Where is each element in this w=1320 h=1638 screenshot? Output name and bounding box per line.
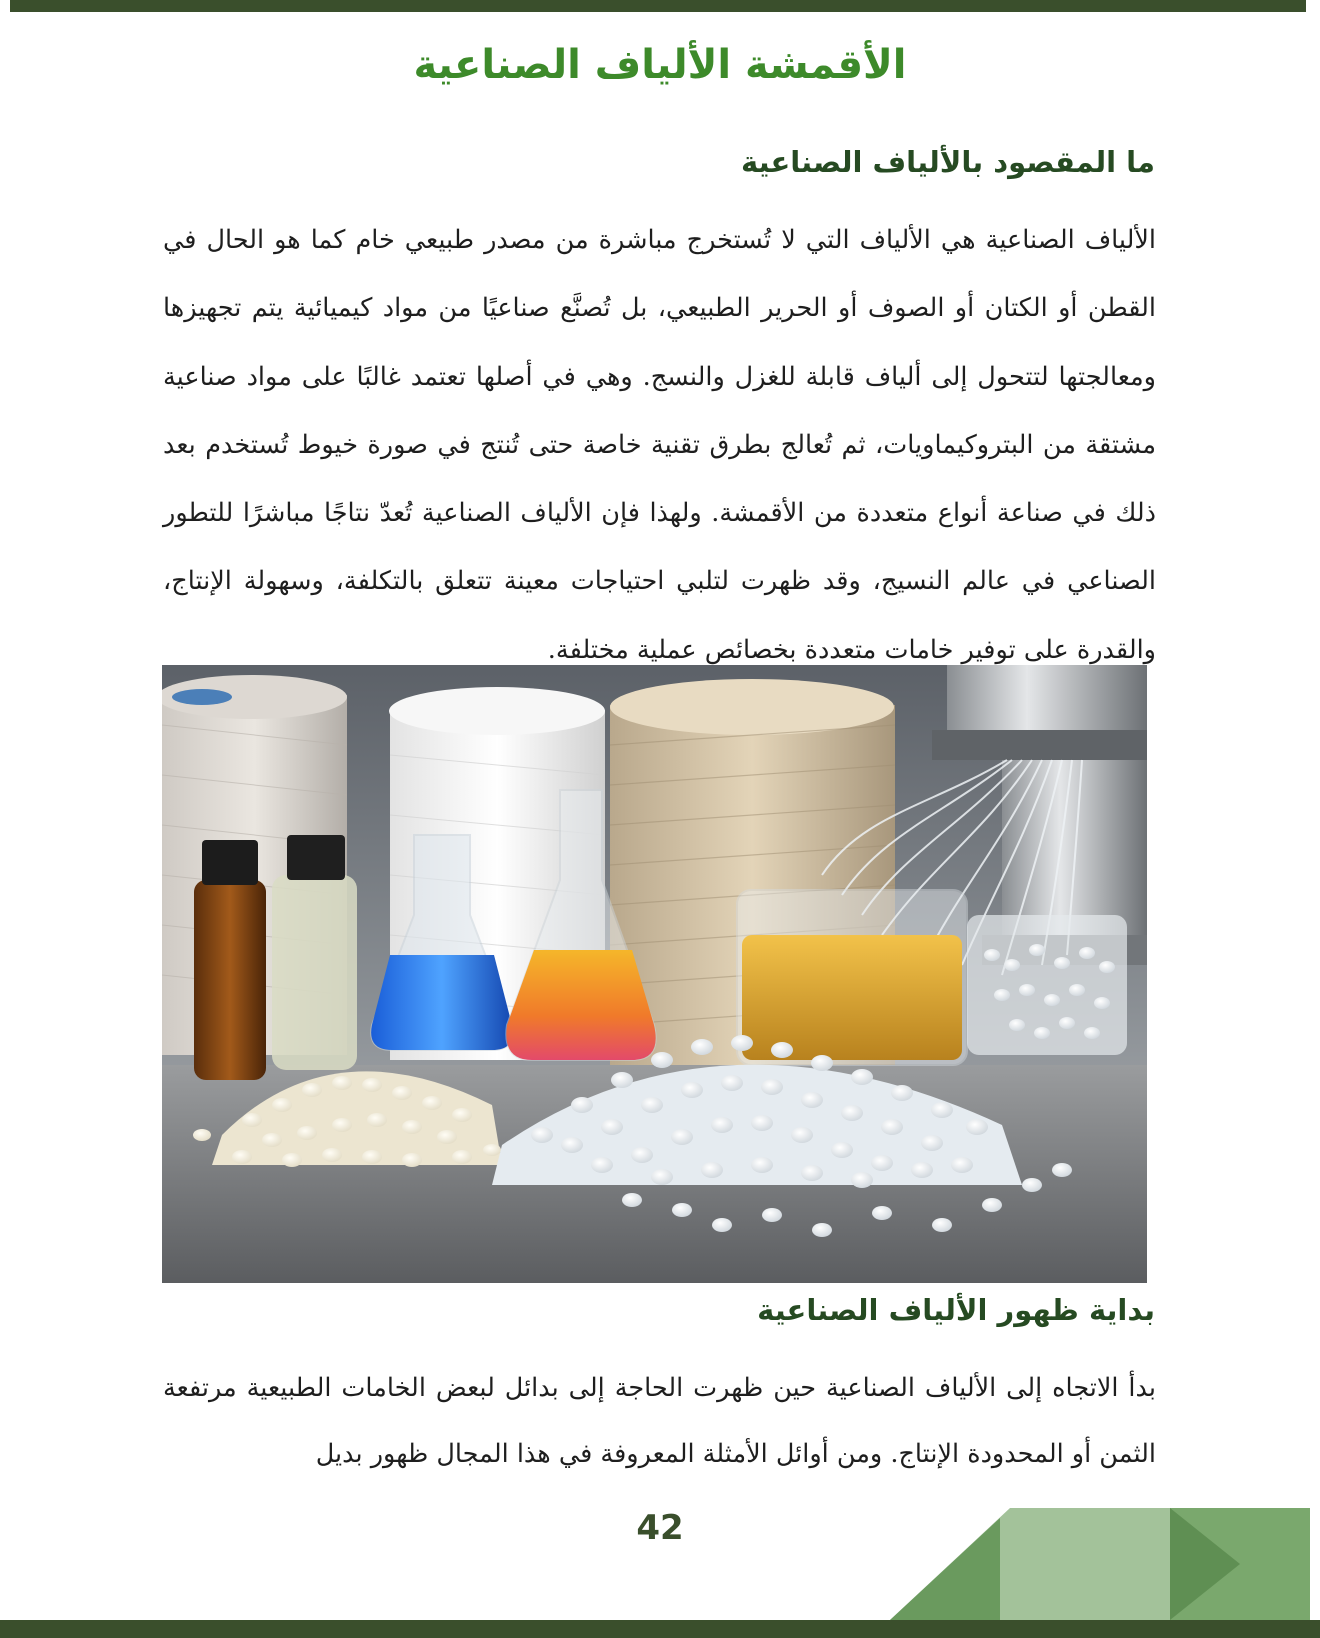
- bottom-border-bar: [0, 1620, 1320, 1638]
- synthetic-fiber-materials-photo: [162, 665, 1147, 1283]
- section-heading-definition: ما المقصود بالألياف الصناعية: [741, 145, 1155, 179]
- page-number: 42: [636, 1508, 684, 1548]
- top-border-bar: [10, 0, 1306, 12]
- corner-decoration: [890, 1508, 1310, 1620]
- definition-paragraph: الألياف الصناعية هي الألياف التي لا تُستخرج مباشرة من مصدر طبيعي خام كما هو الحال في القطن أو الكتان أو الصوف أو الحرير الطبيعي، بل تُصنَّع صناعيًا من مواد كيميائية يتم تجهيزها ومعالجتها لتتحول إلى ألياف قابلة للغزل والنسج. وهي في أصلها تعتمد غالبًا على مواد صناعية مشتقة من البتروكيماويات، ثم تُعالج بطرق تقنية خاصة حتى تُنتج في صورة خيوط تُستخدم بعد ذلك في صناعة أنواع متعددة من الأقمشة. ولهذا فإن الألياف الصناعية تُعدّ نتاجًا مباشرًا للتطور الصناعي في عالم النسيج، وقد ظهرت لتلبي احتياجات معينة تتعلق بالتكلفة، وسهولة الإنتاج، والقدرة على توفير خامات متعددة بخصائص عملية مختلفة.: [163, 225, 1156, 665]
- origins-paragraph: بدأ الاتجاه إلى الألياف الصناعية حين ظهرت الحاجة إلى بدائل لبعض الخامات الطبيعية مرتفعة الثمن أو المحدودة الإنتاج. ومن أوائل الأمثلة المعروفة في هذا المجال ظهور بديل: [163, 1373, 1156, 1469]
- page-title: الأقمشة الألياف الصناعية: [413, 42, 907, 88]
- section-heading-origins: بداية ظهور الألياف الصناعية: [757, 1293, 1155, 1327]
